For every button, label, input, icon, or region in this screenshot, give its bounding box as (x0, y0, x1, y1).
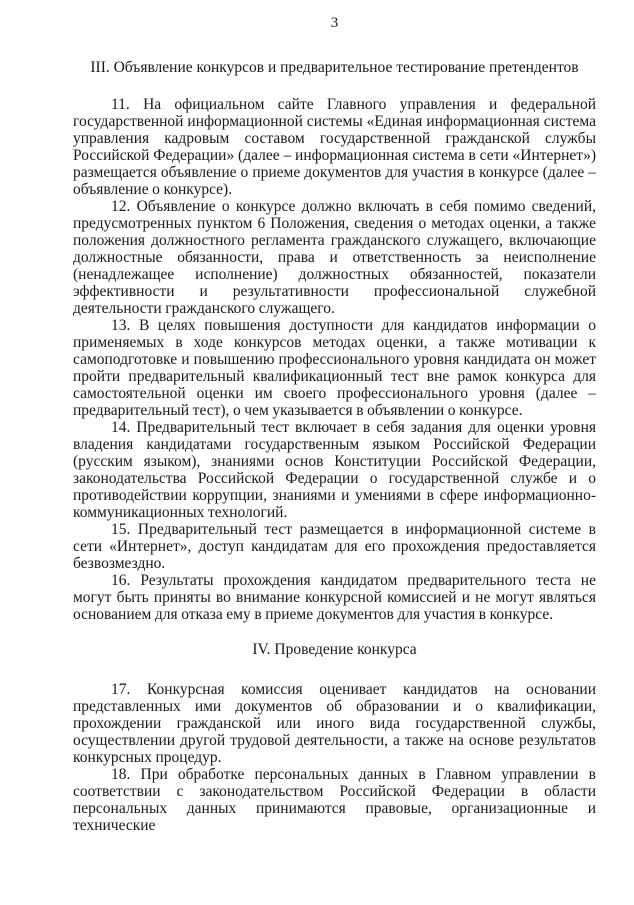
paragraph-15: 15. Предварительный тест размещается в информационной системе в сети «Интернет», доступ кандидатам для его прохождения предоставляется безвозмездно. (73, 521, 596, 572)
document-page (73, 14, 596, 834)
paragraph-18: 18. При обработке персональных данных в Главном управлении в соответствии с законодательством Российской Федерации в области персональных данных принимаются правовые, организационные и технические (73, 766, 596, 834)
paragraph-14: 14. Предварительный тест включает в себя задания для оценки уровня владения кандидатами государственным языком Российской Федерации (русским языком), знаниями основ Конституции Российской Федерации, законодательства Российской Федерации о государственной службе и о противодействии коррупции, знаниями и умениями в сфере информационно-коммуникационных технологий. (73, 419, 596, 521)
paragraph-12: 12. Объявление о конкурсе должно включать в себя помимо сведений, предусмотренных пунктом 6 Положения, сведения о методах оценки, а также положения должностного регламента гражданского служащего, включающие должностные обязанности, права и ответственность за неисполнение (ненадлежащее исполнение) должностных обязанностей, показатели эффективности и результативности профессиональной служебной деятельности гражданского служащего. (73, 198, 596, 317)
paragraph-17: 17. Конкурсная комиссия оценивает кандидатов на основании представленных ими документов об образовании и о квалификации, прохождении гражданской или иного вида государственной службы, осуществлении другой трудовой деятельности, а также на основе результатов конкурсных процедур. (73, 681, 596, 766)
paragraph-11: 11. На официальном сайте Главного управления и федеральной государственной информационной системы «Единая информационная система управления кадровым составом государственной гражданской службы Российской Федерации» (далее – информационная система в сети «Интернет») размещается объявление о приеме документов для участия в конкурсе (далее – объявление о конкурсе). (73, 96, 596, 198)
paragraph-13: 13. В целях повышения доступности для кандидатов информации о применяемых в ходе конкурсов методах оценки, а также мотивации к самоподготовке и повышению профессионального уровня кандидата он может пройти предварительный квалификационный тест вне рамок конкурса для самостоятельной оценки им своего профессионального уровня (далее – предварительный тест), о чем указывается в объявлении о конкурсе. (73, 317, 596, 419)
paragraph-16: 16. Результаты прохождения кандидатом предварительного теста не могут быть приняты во внимание конкурсной комиссией и не могут являться основанием для отказа ему в приеме документов для участия в конкурсе. (73, 572, 596, 623)
page-number: 3 (330, 15, 339, 31)
section-heading-4: IV. Проведение конкурса (252, 641, 417, 658)
section-heading-3: III. Объявление конкурсов и предварительное тестирование претендентов (90, 59, 579, 76)
